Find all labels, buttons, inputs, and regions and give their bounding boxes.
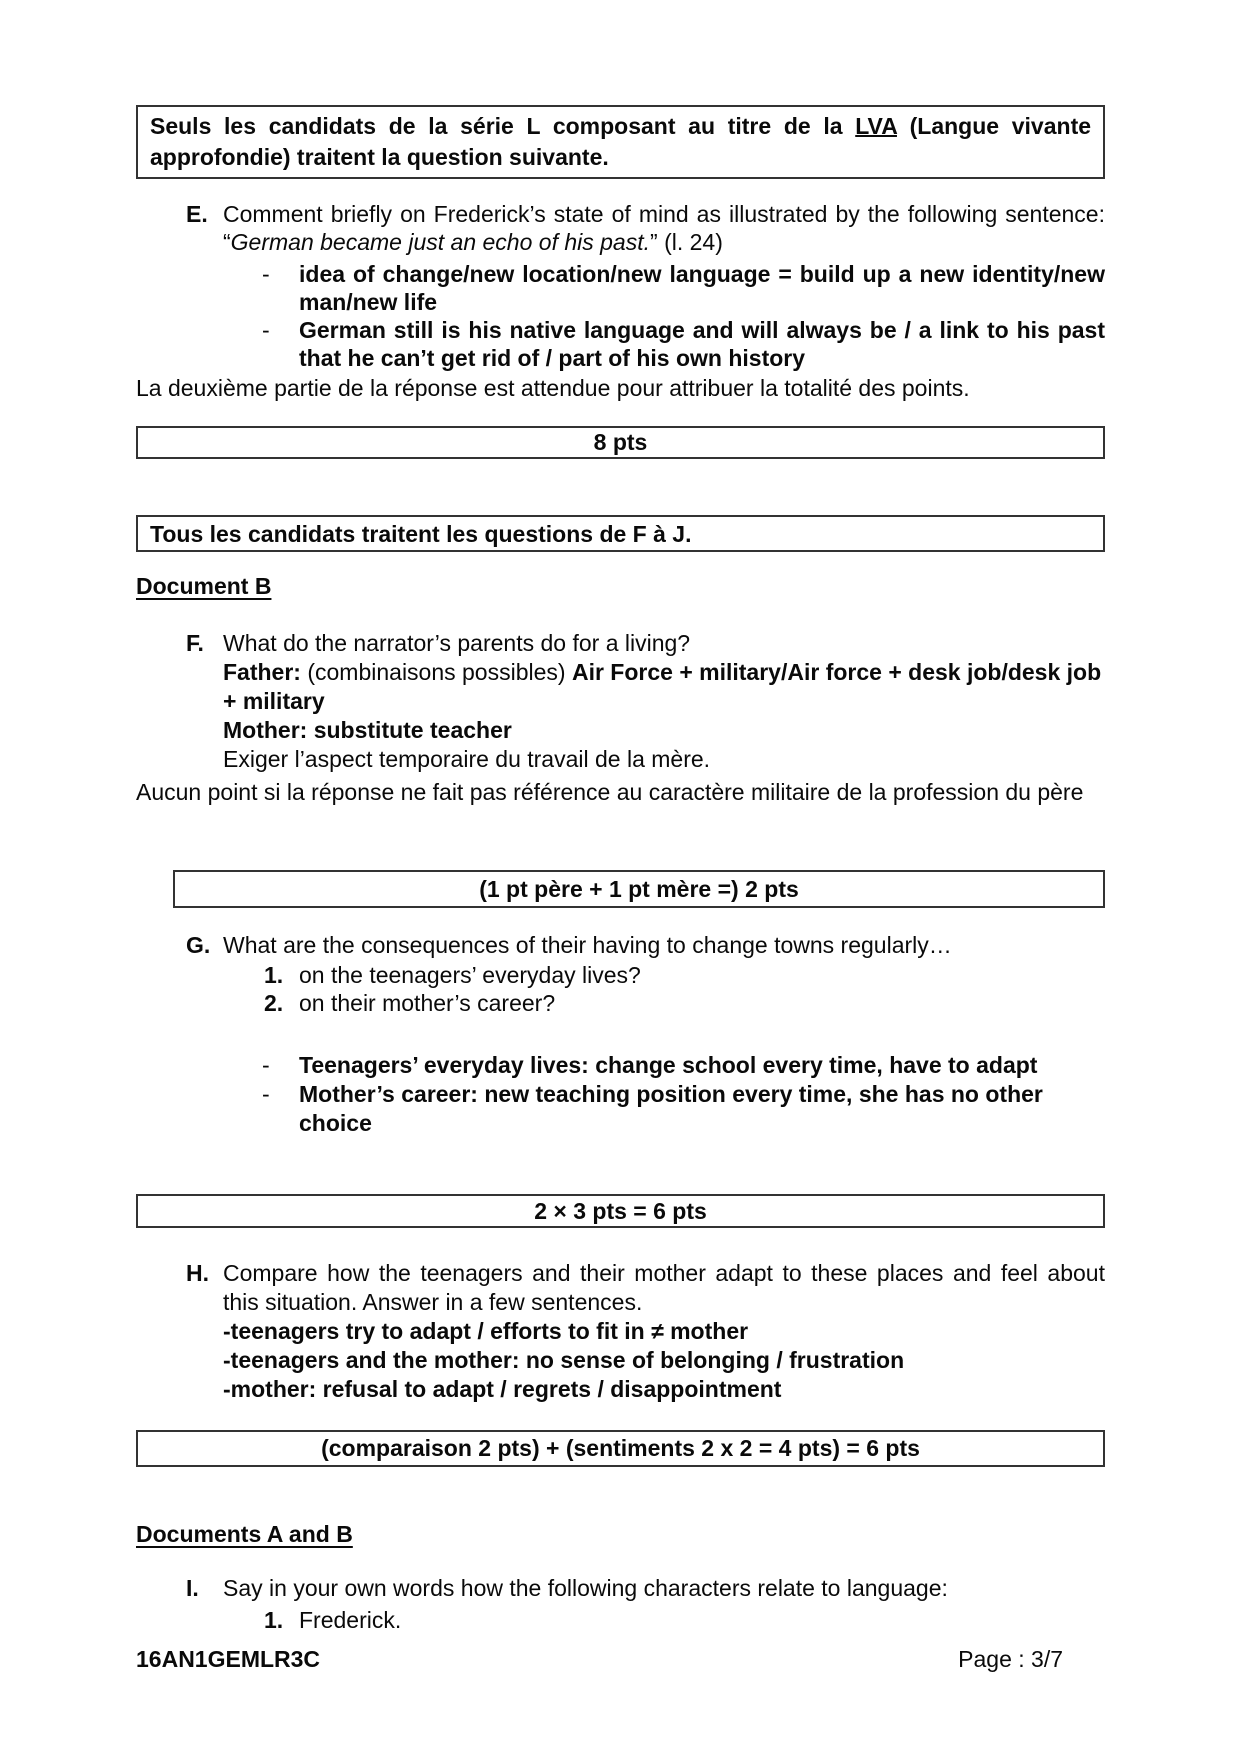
answer-bullet xyxy=(262,260,1105,316)
father-answer-text: Air Force + military/Air force + desk job/desk job + military xyxy=(223,659,1102,714)
question-g-letter: G. xyxy=(186,932,211,958)
lva-notice-text-after: (Langue vivante approfondie) traitent la question suivante. xyxy=(150,113,1092,170)
question-f-section xyxy=(136,629,1105,810)
question-h-points-box: (comparaison 2 pts) + (sentiments 2 x 2 = 4 pts) = 6 pts xyxy=(136,1430,1105,1467)
question-h-letter: H. xyxy=(186,1260,209,1286)
bullet-dash: - xyxy=(262,317,270,343)
answer-bullet-text: Mother’s career: new teaching position every time, she has no other choice xyxy=(299,1081,1043,1136)
question-g-subitem xyxy=(264,961,1105,989)
question-f-text: What do the narrator’s parents do for a living? xyxy=(223,630,691,656)
subitem-number: 1. xyxy=(264,1607,284,1633)
lva-notice-text-before: Seuls les candidats de la série L composant au titre de la xyxy=(150,113,856,139)
question-e-grading-note: La deuxième partie de la réponse est attendue pour attribuer la totalité des points. xyxy=(136,375,970,401)
subitem-number: 2. xyxy=(264,990,284,1016)
question-i-text: Say in your own words how the following characters relate to language: xyxy=(223,1575,948,1601)
lva-abbreviation: LVA xyxy=(855,113,897,139)
father-note: (combinaisons possibles) xyxy=(300,659,572,685)
question-f-row xyxy=(136,629,1105,774)
question-h-text: Compare how the teenagers and their mother adapt to these places and feel about this situation. Answer in a few sentences. xyxy=(223,1260,1105,1315)
subitem-text: on their mother’s career? xyxy=(299,990,556,1016)
bullet-dash: - xyxy=(262,1052,270,1078)
question-e-row xyxy=(136,200,1105,372)
question-f-points-box: (1 pt père + 1 pt mère =) 2 pts xyxy=(173,870,1105,908)
question-f-grading-note: Aucun point si la réponse ne fait pas référence au caractère militaire de la profession du père xyxy=(136,779,1084,805)
question-g-row xyxy=(136,931,1105,1138)
all-candidates-banner: Tous les candidats traitent les questions de F à J. xyxy=(136,515,1105,552)
question-e-section xyxy=(136,200,1105,402)
page-footer xyxy=(136,1645,1105,1673)
lva-notice-banner xyxy=(136,105,1105,179)
question-h-answer-line: -teenagers and the mother: no sense of belonging / frustration xyxy=(223,1347,905,1373)
answer-bullet xyxy=(262,316,1105,372)
question-f-father-answer xyxy=(223,658,1105,716)
subitem-number: 1. xyxy=(264,962,284,988)
subitem-text: Frederick. xyxy=(299,1607,402,1633)
question-f-inline-note: Exiger l’aspect temporaire du travail de la mère. xyxy=(223,746,711,772)
question-i-letter: I. xyxy=(186,1575,199,1601)
question-g-answer-bullets xyxy=(223,1051,1105,1138)
bullet-dash: - xyxy=(262,1081,270,1107)
question-i-row xyxy=(136,1574,1105,1634)
exam-reference-code: 16AN1GEMLR3C xyxy=(136,1646,321,1672)
documents-a-and-b-heading: Documents A and B xyxy=(136,1521,353,1547)
question-e-letter: E. xyxy=(186,201,208,227)
question-e-text-post: ” (l. 24) xyxy=(650,229,723,255)
question-e-text-pre: Comment briefly on Frederick’s state of mind as illustrated by the following sentence: “ xyxy=(223,201,1105,255)
question-i-subitem xyxy=(264,1606,1105,1634)
question-e-answer-bullets xyxy=(223,260,1105,372)
question-g-points-box: 2 × 3 pts = 6 pts xyxy=(136,1194,1105,1228)
question-h-row xyxy=(136,1259,1105,1404)
answer-bullet-text: idea of change/new location/new language = build up a new identity/new man/new life xyxy=(299,261,1105,315)
question-i-section xyxy=(136,1574,1105,1634)
answer-bullet xyxy=(262,1051,1105,1080)
question-g-section xyxy=(136,931,1105,1138)
subitem-text: on the teenagers’ everyday lives? xyxy=(299,962,641,988)
answer-bullet xyxy=(262,1080,1105,1138)
question-e-quote: German became just an echo of his past. xyxy=(230,229,651,255)
question-g-text: What are the consequences of their having to change towns regularly… xyxy=(223,932,952,958)
answer-bullet-text: Teenagers’ everyday lives: change school every time, have to adapt xyxy=(299,1052,1038,1078)
question-f-mother-answer: Mother: substitute teacher xyxy=(223,717,512,743)
question-h-answer-line: -teenagers try to adapt / efforts to fit in ≠ mother xyxy=(223,1318,749,1344)
question-h-answer-line: -mother: refusal to adapt / regrets / disappointment xyxy=(223,1376,782,1402)
question-f-letter: F. xyxy=(186,630,204,656)
question-g-subitem xyxy=(264,989,1105,1017)
question-e-text xyxy=(223,200,1105,256)
question-h-section xyxy=(136,1259,1105,1404)
page-number: Page : 3/7 xyxy=(958,1646,1063,1672)
bullet-dash: - xyxy=(262,261,270,287)
document-b-heading: Document B xyxy=(136,573,272,599)
answer-bullet-text: German still is his native language and will always be / a link to his past that he can’t get rid of / part of his own history xyxy=(299,317,1105,371)
father-label: Father: xyxy=(223,659,301,685)
question-e-points-box: 8 pts xyxy=(136,426,1105,459)
